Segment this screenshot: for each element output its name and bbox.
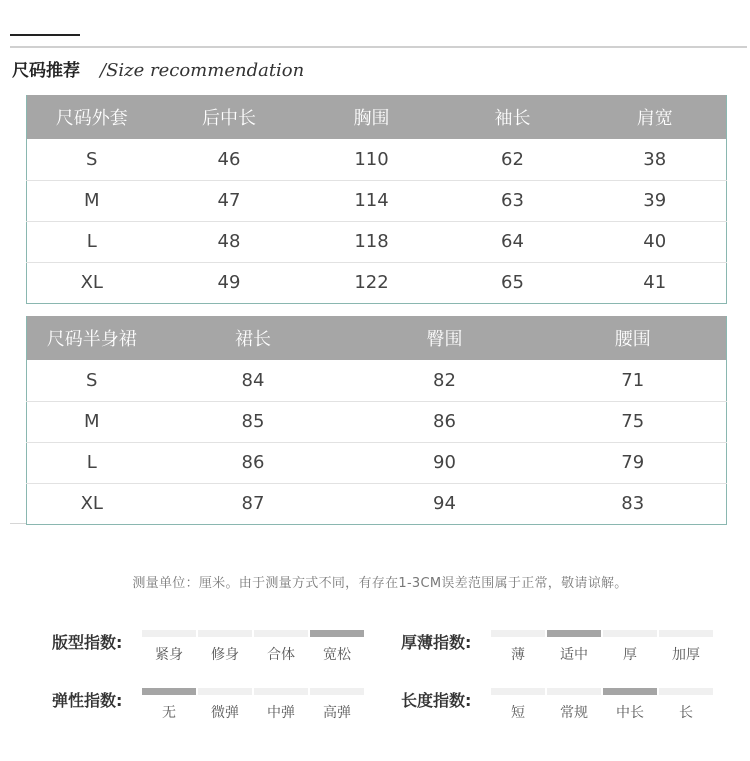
scale-option (254, 688, 308, 722)
table-cell: S (86, 369, 98, 391)
scale-option (547, 688, 601, 722)
header-cell: 裙长 (157, 316, 350, 360)
scale-option (547, 630, 601, 664)
header-cell: 肩宽 (584, 95, 727, 139)
scale-option (310, 688, 364, 722)
scale-label: 厚 (623, 647, 637, 663)
table-cell: 71 (621, 369, 645, 391)
measurement-note: 测量单位：厘米。由于测量方式不同，有存在1-3CM误差范围属于正常，敬请谅解。 (132, 576, 628, 591)
index-title: 厚薄指数: (401, 633, 472, 652)
scale-option (254, 630, 308, 664)
scale-bar (198, 630, 252, 637)
table-header-row (27, 95, 727, 139)
scale-label: 修身 (211, 647, 239, 663)
scale-bar (254, 688, 308, 695)
table-cell: 63 (442, 180, 584, 221)
table-cell: 41 (584, 262, 727, 303)
table-cell: 86 (157, 442, 350, 483)
scale-label: 中弹 (267, 705, 295, 721)
table-cell: 83 (540, 483, 727, 524)
table-row (27, 180, 727, 221)
scale-label: 适中 (560, 647, 588, 663)
table-cell: 87 (157, 483, 350, 524)
scale-bar (142, 688, 196, 695)
header-cell: 臀围 (350, 316, 540, 360)
scale-label: 中长 (616, 705, 644, 721)
table-cell: 86 (350, 401, 540, 442)
table-row (27, 262, 727, 303)
scale-label: 长 (679, 705, 693, 721)
table-row (27, 139, 727, 180)
scale-option (491, 688, 545, 722)
scale-label: 合体 (267, 647, 295, 663)
table-cell: 82 (433, 369, 456, 391)
scale-option (659, 688, 713, 722)
scale-label: 常规 (560, 705, 588, 721)
skirt-size-table (26, 316, 727, 525)
scale-bar (547, 688, 601, 695)
scale-bar (142, 630, 196, 637)
decorative-tick (10, 523, 26, 524)
section-heading (12, 56, 304, 82)
index-scale (491, 630, 715, 664)
index-title: 长度指数: (401, 691, 472, 710)
scale-label: 微弹 (211, 705, 239, 721)
scale-label: 加厚 (672, 647, 700, 663)
header-cell: 后中长 (157, 95, 302, 139)
scale-label: 短 (511, 705, 525, 721)
scale-bar (547, 630, 601, 637)
table-cell: 85 (157, 401, 350, 442)
scale-bar (603, 630, 657, 637)
scale-bar (254, 630, 308, 637)
table-cell: 40 (584, 221, 727, 262)
top-accent-line (10, 34, 80, 36)
coat-size-table (26, 95, 727, 304)
table-cell: 118 (302, 221, 442, 262)
table-cell: 122 (302, 262, 442, 303)
scale-bar (310, 630, 364, 637)
table-cell: M (27, 180, 157, 221)
table-cell: XL (27, 262, 157, 303)
table-row (27, 483, 727, 524)
table-row (27, 401, 727, 442)
scale-label: 无 (162, 705, 176, 721)
table-cell: 90 (350, 442, 540, 483)
table-row (27, 221, 727, 262)
table-cell: 48 (157, 221, 302, 262)
scale-option (603, 688, 657, 722)
table-cell: 65 (442, 262, 584, 303)
top-divider (10, 46, 747, 48)
table-header-row (27, 316, 727, 360)
table-cell: 79 (540, 442, 727, 483)
table-cell: 46 (217, 148, 241, 170)
index-scale (491, 688, 715, 722)
scale-bar (491, 630, 545, 637)
table-cell: 64 (442, 221, 584, 262)
scale-bar (491, 688, 545, 695)
header-cell: 胸围 (302, 95, 442, 139)
header-cell: 腰围 (540, 316, 727, 360)
table-cell: 94 (350, 483, 540, 524)
scale-label: 宽松 (323, 647, 351, 663)
scale-label: 紧身 (155, 647, 183, 663)
scale-bar (659, 630, 713, 637)
heading-english: /Size recommendation (100, 60, 305, 81)
table-cell: 38 (643, 148, 667, 170)
table-cell: 47 (157, 180, 302, 221)
table-cell: L (27, 221, 157, 262)
table-cell: M (27, 401, 157, 442)
table-row (27, 360, 727, 401)
table-cell: XL (27, 483, 157, 524)
scale-label: 薄 (511, 647, 525, 663)
scale-bar (603, 688, 657, 695)
scale-option (659, 630, 713, 664)
header-cell: 袖长 (442, 95, 584, 139)
scale-bar (310, 688, 364, 695)
index-title: 版型指数: (52, 633, 123, 652)
scale-label: 高弹 (323, 705, 351, 721)
table-cell: 62 (501, 148, 524, 170)
scale-option (198, 630, 252, 664)
scale-option (491, 630, 545, 664)
scale-bar (659, 688, 713, 695)
table-cell: S (86, 148, 98, 170)
scale-option (142, 630, 196, 664)
table-row (27, 442, 727, 483)
header-cell: 尺码半身裙 (27, 316, 157, 360)
scale-option (310, 630, 364, 664)
scale-option (142, 688, 196, 722)
table-cell: L (27, 442, 157, 483)
index-scale (142, 630, 366, 664)
scale-option (198, 688, 252, 722)
heading-chinese: 尺码推荐 (12, 61, 80, 81)
header-cell: 尺码外套 (27, 95, 157, 139)
table-cell: 75 (540, 401, 727, 442)
table-cell: 84 (241, 369, 265, 391)
table-cell: 39 (584, 180, 727, 221)
index-scale (142, 688, 366, 722)
table-cell: 114 (302, 180, 442, 221)
scale-bar (198, 688, 252, 695)
scale-option (603, 630, 657, 664)
table-cell: 49 (157, 262, 302, 303)
table-cell: 110 (354, 148, 389, 170)
index-title: 弹性指数: (52, 691, 123, 710)
